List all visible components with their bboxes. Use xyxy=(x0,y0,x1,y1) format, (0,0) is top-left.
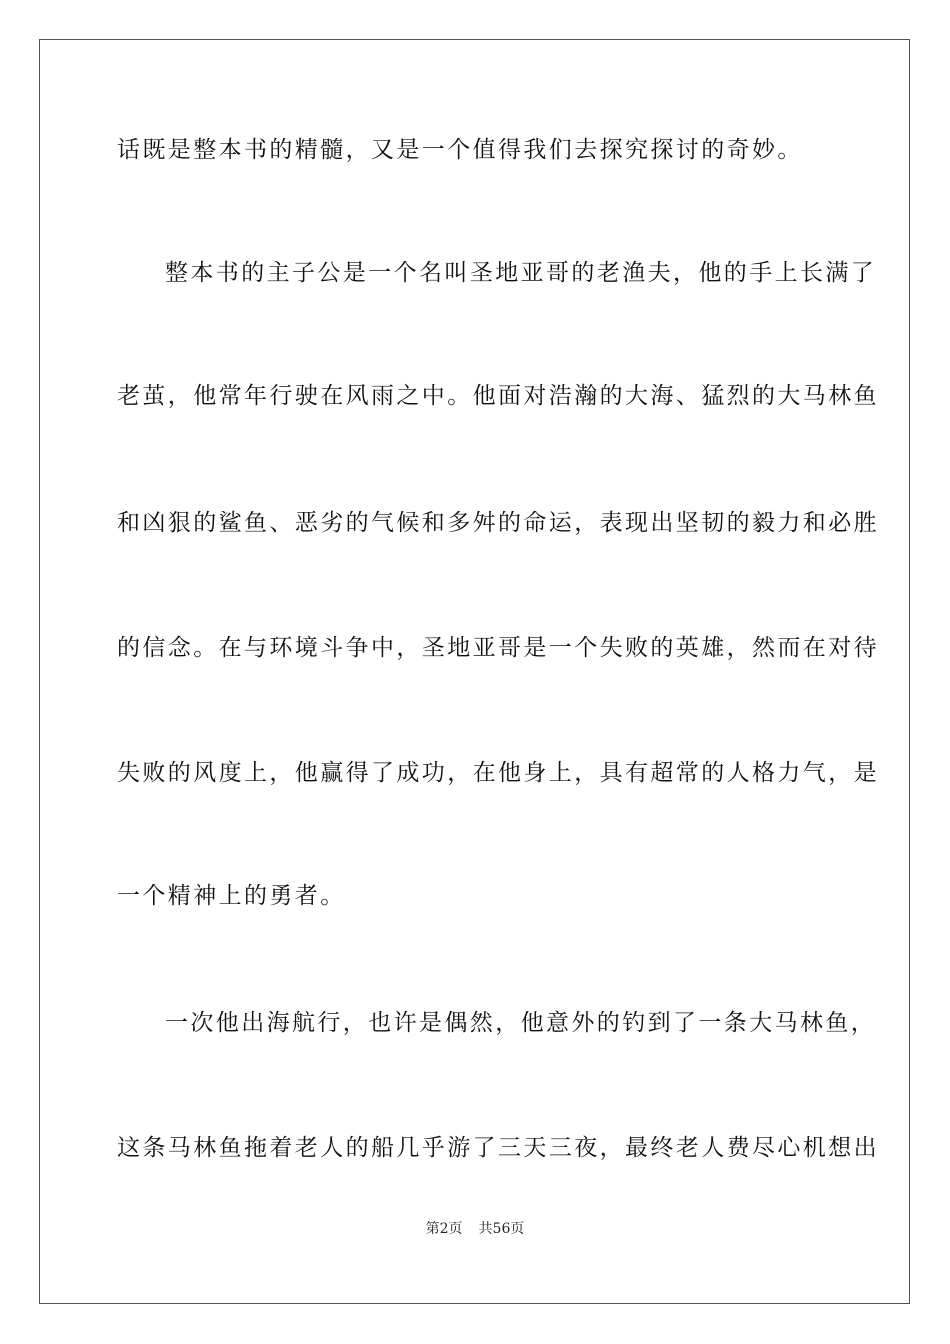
text-line-6: 失败的风度上，他赢得了成功，在他身上，具有超常的人格力气，是 xyxy=(117,760,879,786)
page-footer xyxy=(0,1219,950,1239)
text-line-3: 老茧，他常年行驶在风雨之中。他面对浩瀚的大海、猛烈的大马林鱼 xyxy=(117,383,879,409)
text-line-5: 的信念。在与环境斗争中，圣地亚哥是一个失败的英雄，然而在对待 xyxy=(117,635,879,661)
text-line-2: 整本书的主子公是一个名叫圣地亚哥的老渔夫，他的手上长满了 xyxy=(165,260,877,286)
page-number-current: 第2页 xyxy=(425,1221,463,1237)
page-border xyxy=(39,39,910,1304)
text-line-7: 一个精神上的勇者。 xyxy=(117,883,346,909)
page-number-total: 共56页 xyxy=(478,1221,525,1237)
text-line-1: 话既是整本书的精髓，又是一个值得我们去探究探讨的奇妙。 xyxy=(117,137,803,163)
text-line-8: 一次他出海航行，也许是偶然，他意外的钓到了一条大马林鱼， xyxy=(165,1010,877,1036)
text-line-4: 和凶狠的鲨鱼、恶劣的气候和多舛的命运，表现出坚韧的毅力和必胜 xyxy=(117,510,879,536)
text-line-9: 这条马林鱼拖着老人的船几乎游了三天三夜，最终老人费尽心机想出 xyxy=(117,1135,879,1161)
